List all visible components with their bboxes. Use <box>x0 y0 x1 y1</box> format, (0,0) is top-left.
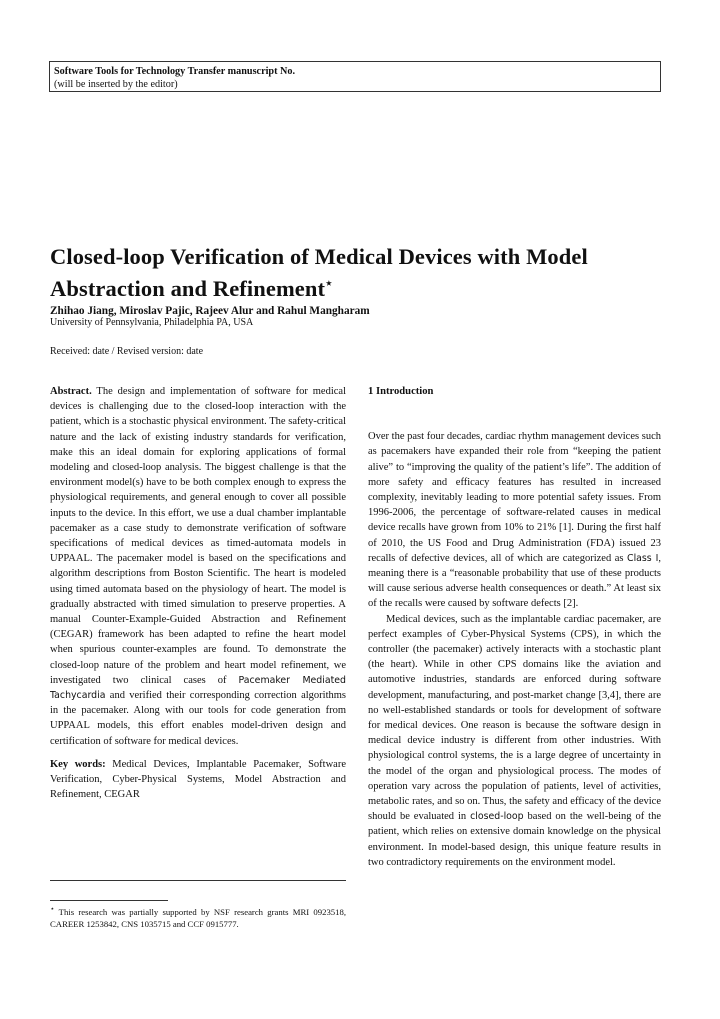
keywords-text: Medical Devices, Implantable Pacemaker, Software Verification, Cyber-Physical Systems, Model Abstraction and Refinement, CEGAR <box>50 758 346 801</box>
intro-p1-b: , meaning there is a “reasonable probability that use of these products will cause serious adverse health consequences or death.” At least six of the recalls were caused by software defects [2]. <box>368 552 661 610</box>
intro-p2-b: based on the well-being of the patient, which relies on extensive domain knowledge on the physical environment. In model-based design, this unique feature results in two contradictory requirements on the environment model. <box>368 811 661 868</box>
section-heading: 1 Introduction <box>368 386 434 397</box>
abstract-label: Abstract. <box>50 386 92 397</box>
authors: Zhihao Jiang, Miroslav Pajic, Rajeev Alur and Rahul Mangharam <box>50 305 370 317</box>
column-rule <box>50 880 346 881</box>
intro-paragraph-2 <box>368 612 661 870</box>
title-line-2: Abstraction and Refinement <box>50 276 326 301</box>
title-footnote-mark: ⋆ <box>325 276 333 290</box>
left-column <box>50 384 346 802</box>
abstract <box>50 384 346 749</box>
footnote <box>50 904 346 930</box>
intro-paragraph-1 <box>368 429 661 611</box>
affiliation: University of Pennsylvania, Philadelphia PA, USA <box>50 317 254 328</box>
footnote-text: This research was partially supported by NSF research grants MRI 0923518, CAREER 1253842, CNS 1035715 and CCF 0915777. <box>50 906 346 929</box>
title-line-1: Closed-loop Verification of Medical Devices with Model <box>50 244 588 269</box>
abstract-text-a: The design and implementation of software for medical devices is challenging due to the closed-loop interaction with the patient, which is a stochastic physical environment. The safety-critical nature and the lack of existing industry standards for verification, make this an ideal domain for exploring applications of formal modeling and closed-loop analysis. The biggest challenge is that the environment model(s) have to be both complex enough to express the physiological requirements, and general enough to cover all possible inputs to the device. In this effort, we use a dual chamber implantable pacemaker as a case study to demonstrate verification of software specifications of medical devices as timed-automata models in UPPAAL. The pacemaker model is based on the specifications and algorithm descriptions from Boston Scientific. The heart is modeled using timed automata based on the physiology of heart. The model is gradually abstracted with timed simulation to preserve properties. A manual Counter-Example-Guided Abstraction and Refinement (CEGAR) framework has been adapted to refine the heart model when spurious counter-examples are found. To demonstrate the closed-loop nature of the problem and heart model refinement, we investigated two clinical cases of <box>50 386 346 686</box>
keywords-label: Key words: <box>50 758 106 770</box>
abstract-term: Pacemaker Mediated Tachycardia <box>50 674 346 702</box>
editor-header-box <box>49 61 661 92</box>
paper-title <box>50 244 670 302</box>
received-line: Received: date / Revised version: date <box>50 346 204 357</box>
footnote-rule <box>50 900 168 901</box>
intro-p2-term: closed-loop <box>470 811 524 823</box>
abstract-text-b: and verified their corresponding correction algorithms in the pacemaker. Along with our tools for code generation from UPPAAL models, this effort enables model-driven design and certification of software for medical devices. <box>50 690 346 747</box>
journal-line: Software Tools for Technology Transfer manuscript No. <box>54 66 296 77</box>
footnote-mark: ⋆ <box>50 905 55 913</box>
intro-p2-a: Medical devices, such as the implantable cardiac pacemaker, are perfect examples of Cyber-Physical Systems (CPS), in which the controller (the pacemaker) actively interacts with a stochastic plant (the heart). While in other CPS domains like the aviation and automotive industries, standards are enforced during software development, manufacturing, and post-market change [3,4], there are no well-established standards or tools for development of software for medical devices. One reason is because the software design in medical device industry is different from other industries. With physiological control systems, the is a large degree of uncertainty in the model of the organ and physiological process. The modes of operation vary across the population of patients, level of activities, metabolic rates, and so on. Thus, the safety and efficacy of the device should be evaluated in <box>368 613 661 823</box>
editor-note: (will be inserted by the editor) <box>54 79 178 90</box>
intro-p1-a: Over the past four decades, cardiac rhythm management devices such as pacemakers have expanded their role from “keeping the patient alive” to “improving the quality of the patient’s life”. The addition of more safety and efficacy features has resulted in increased complexity, inevitably leading to more potential safety issues. From 1996-2006, the percentage of software-related causes in medical device recalls have grown from 10% to 21% [1]. During the first half of 2010, the US Food and Drug Administration (FDA) issued 23 recalls of defective devices, all of which are categorized as <box>368 431 661 564</box>
keywords <box>50 757 346 803</box>
right-column <box>368 384 661 870</box>
intro-p1-term: Class I <box>627 552 659 564</box>
